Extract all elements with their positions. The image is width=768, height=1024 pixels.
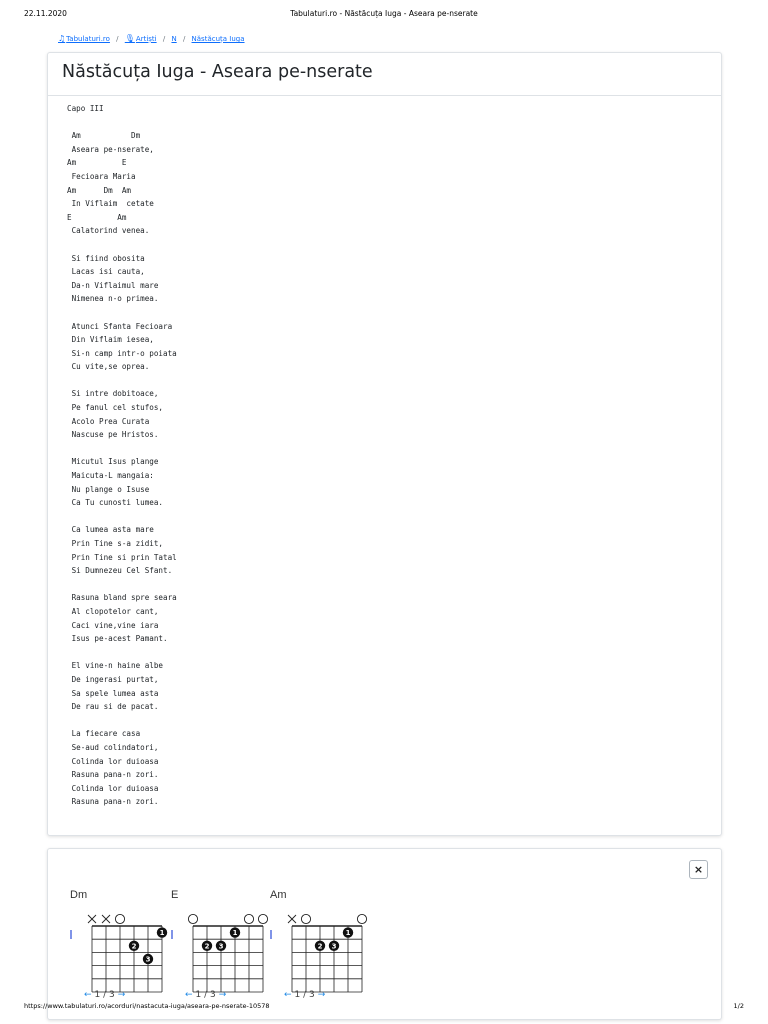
open-string-icon <box>244 914 253 923</box>
print-date: 22.11.2020 <box>24 9 67 18</box>
finger-number: 2 <box>131 942 137 951</box>
song-title: Năstăcuța Iuga - Aseara pe-nserate <box>62 62 373 82</box>
open-string-icon <box>188 914 197 923</box>
breadcrumb <box>58 34 245 43</box>
chord-name: E <box>171 889 179 901</box>
chords-card <box>47 848 722 1020</box>
lyrics-card-header <box>48 53 721 96</box>
pager-next-button[interactable]: → <box>317 990 326 1000</box>
close-button[interactable]: × <box>689 860 708 879</box>
song-lyrics: Capo III Am Dm Aseara pe-nserate, Am E Fecioara Maria Am Dm Am In Viflaim cetate E Am Calatorind venea. Si fiind obosita Lacas isi cauta, Da-n Viflaimul mare Nimenea n-o primea. Atunci Sfanta Fecioara Din Viflaim iesea, Si-n camp intr-o poiata Cu vite,se oprea. Si intre dobitoace, Pe fanul cel stufos, Acolo Prea Curata Nascuse pe Hristos. Micutul Isus plange Maicuta-L mangaia: Nu plange o Isuse Ca Tu cunosti lumea. Ca lumea asta mare Prin Tine s-a zidit, Prin Tine si prin Tatal Si Dumnezeu Cel Sfant. Rasuna bland spre seara Al clopotelor cant, Caci vine,vine iara Isus pe-acest Pamant. El vine-n haine albe De ingerasi purtat, Sa spele lumea asta De rau si de pacat. La fiecare casa Se-aud colindatori, Colinda lor duioasa Rasuna pana-n zori. Colinda lor duioasa Rasuna pana-n zori. <box>67 104 177 807</box>
chord-name: Am <box>270 889 287 901</box>
pager-label: 1 / 3 <box>294 990 315 1000</box>
breadcrumb-artist-link[interactable]: Năstăcuța Iuga <box>191 35 245 43</box>
breadcrumb-separator: / <box>162 35 166 43</box>
pager-next-button[interactable]: → <box>218 990 227 1000</box>
finger-number: 1 <box>232 929 238 938</box>
finger-number: 1 <box>345 929 351 938</box>
lyrics-card <box>47 52 722 836</box>
music-note-icon: ♫ <box>58 34 66 43</box>
breadcrumb-home-label: Tabulaturi.ro <box>66 35 110 43</box>
finger-number: 2 <box>317 942 323 951</box>
chord-pager <box>185 990 226 1000</box>
footer-page-number: 1/2 <box>733 1002 744 1010</box>
breadcrumb-home-link[interactable] <box>58 35 110 43</box>
pager-prev-button[interactable]: ← <box>185 990 193 1000</box>
chord-diagram-e <box>160 885 255 1009</box>
finger-number: 2 <box>204 942 210 951</box>
chord-name: Dm <box>70 889 88 901</box>
print-page-title: Tabulaturi.ro - Năstăcuța Iuga - Aseara pe-nserate <box>290 9 478 18</box>
chord-grid <box>59 905 165 995</box>
breadcrumb-separator: / <box>182 35 186 43</box>
chord-diagram-am <box>259 885 354 1009</box>
microphone-icon: 🎙 <box>124 34 135 43</box>
finger-number: 1 <box>159 929 165 938</box>
finger-number: 3 <box>145 955 151 964</box>
open-string-icon <box>115 914 124 923</box>
pager-next-button[interactable]: → <box>117 990 126 1000</box>
finger-number: 3 <box>218 942 224 951</box>
open-string-icon <box>357 914 366 923</box>
pager-prev-button[interactable]: ← <box>284 990 292 1000</box>
open-string-icon <box>301 914 310 923</box>
footer-url: https://www.tabulaturi.ro/acorduri/nastacuta-iuga/aseara-pe-nserate-10578 <box>24 1002 270 1010</box>
finger-number: 3 <box>331 942 337 951</box>
pager-label: 1 / 3 <box>195 990 216 1000</box>
chord-pager <box>84 990 125 1000</box>
pager-label: 1 / 3 <box>94 990 115 1000</box>
breadcrumb-artists-label: Artiști <box>135 35 157 43</box>
chord-pager <box>284 990 325 1000</box>
pager-prev-button[interactable]: ← <box>84 990 92 1000</box>
breadcrumb-artists-link[interactable] <box>125 35 157 43</box>
chord-diagram-dm <box>59 885 165 1009</box>
chord-grid <box>160 905 260 995</box>
breadcrumb-letter-link[interactable]: N <box>171 35 177 43</box>
print-header <box>0 9 768 23</box>
chord-grid <box>259 905 359 995</box>
breadcrumb-separator: / <box>116 35 119 43</box>
